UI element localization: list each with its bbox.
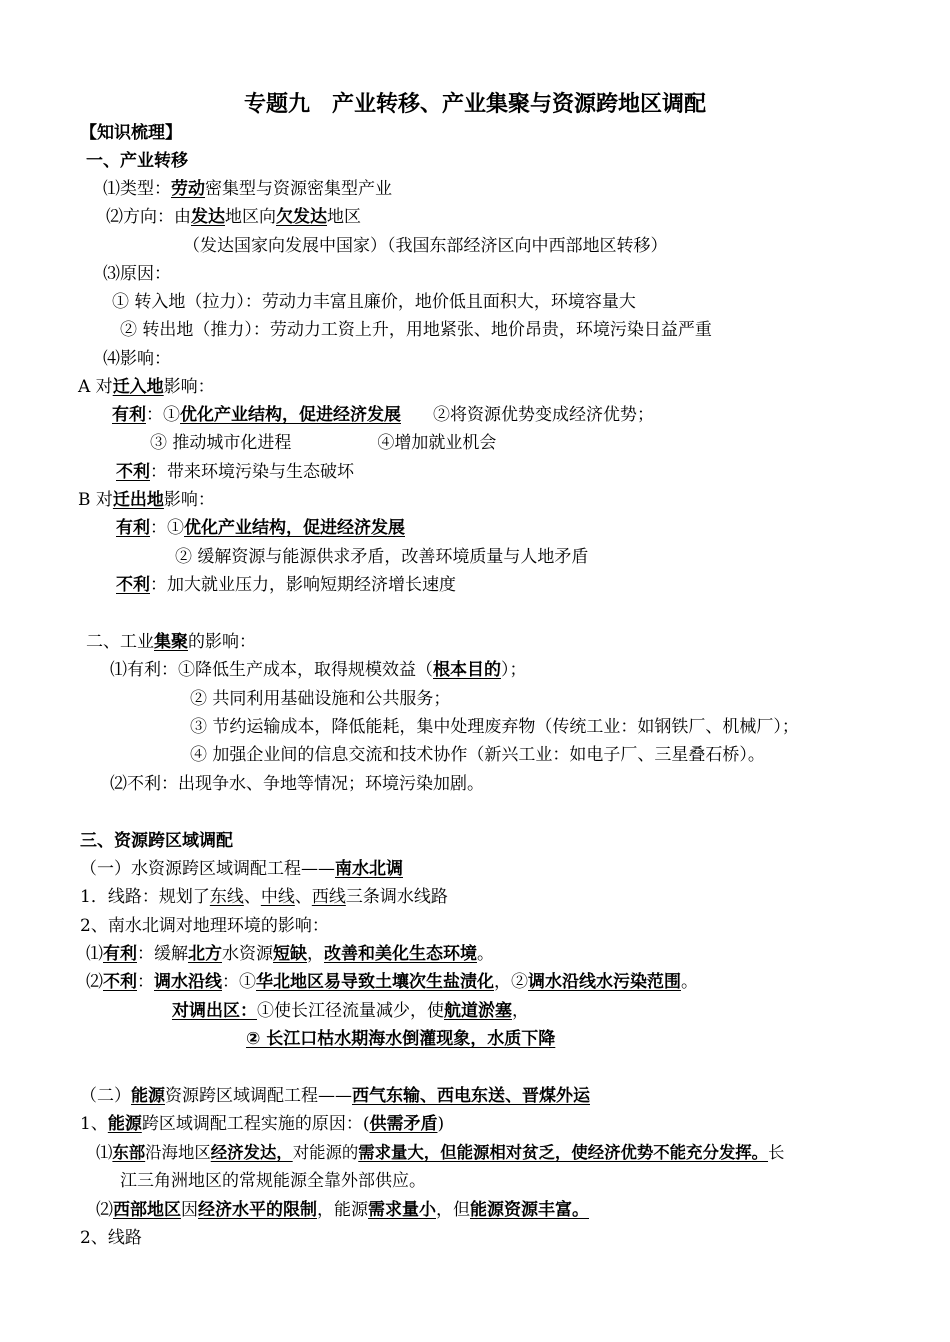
reason-label: ⑶原因： [103, 264, 171, 284]
low-demand-keyword: 需求量小 [368, 1200, 436, 1220]
impact-b-prefix: B 对 [78, 490, 113, 510]
text: 因 [181, 1200, 198, 1220]
route-west: 西线 [311, 887, 346, 907]
west-reason-line [96, 1199, 589, 1221]
section-2-prefix: 二、工业 [86, 632, 154, 652]
disadvantage-text: ：加大就业压力，影响短期经济增长速度 [150, 575, 456, 595]
dir-label: ⑵方向：由 [106, 207, 191, 227]
impact-a-line [78, 376, 215, 398]
north-keyword: 北方 [188, 944, 222, 964]
advantage-3: ③ 推动城市化进程 [150, 433, 292, 453]
advantage-label: 有利 [112, 405, 146, 425]
type-rest: 密集型与资源密集型产业 [205, 179, 392, 199]
text: ， [512, 1001, 529, 1021]
text: 资源跨区域调配工程—— [165, 1086, 352, 1106]
impact-b-advantage-2: ② 缓解资源与能源供求矛盾，改善环境质量与人地矛盾 [175, 547, 589, 567]
demand-keyword: 需求量大，但能源相对贫乏，使经济优势不能充分发挥。 [358, 1143, 769, 1162]
type-label: ⑴类型： [103, 179, 171, 199]
advantage-4: ④增加就业机会 [377, 433, 497, 453]
dir-keyword-1: 发达 [191, 207, 225, 227]
impact-a-keyword: 迁入地 [112, 377, 164, 397]
text: ，② [494, 972, 528, 992]
advantage-2: ②将资源优势变成经济优势； [433, 405, 654, 425]
energy-reason-heading [80, 1113, 444, 1135]
transfer-direction-line [106, 206, 361, 228]
num: 1、 [80, 1114, 108, 1134]
section-1-heading: 一、产业转移 [86, 151, 188, 171]
section-2-heading [86, 631, 256, 653]
text: 。 [477, 944, 494, 964]
water-advantage-line [86, 943, 494, 965]
text: 长 [768, 1143, 785, 1162]
text: ：① [222, 972, 256, 992]
section-2-suffix: 的影响： [188, 632, 256, 652]
energy-route-label: 2、线路 [80, 1228, 142, 1248]
text: （二） [80, 1086, 131, 1106]
text: 。 [681, 972, 698, 992]
impact-label: ⑷影响： [103, 349, 171, 369]
route-sep: 、 [243, 887, 261, 907]
developed-keyword: 经济发达， [210, 1143, 293, 1162]
advantage-label: 有利 [103, 944, 137, 964]
num: ⑴ [86, 944, 103, 964]
route-sep: 、 [294, 887, 312, 907]
east-reason-line-2: 江三角洲地区的常规能源全靠外部供应。 [120, 1171, 426, 1191]
route-middle: 中线 [260, 887, 295, 907]
along-route-label: 调水沿线 [154, 972, 222, 992]
disadvantage-label: 不利 [116, 575, 150, 595]
disadvantage-label: 不利 [116, 462, 150, 482]
energy-projects: 西气东输、西电东送、晋煤外运 [352, 1086, 590, 1106]
rich-resource-keyword: 能源资源丰富。 [470, 1200, 589, 1220]
advantage-marker: ：① [146, 405, 180, 425]
impact-a-advantage-line [112, 404, 654, 426]
agg-adv-keyword: 根本目的 [433, 660, 501, 680]
energy-transfer-heading [80, 1085, 590, 1107]
num: ⑵ [96, 1200, 113, 1220]
water-heading-text: （一）水资源跨区域调配工程—— [80, 859, 335, 879]
siltation-keyword: 航道淤塞 [444, 1001, 512, 1021]
text: 沿海地区 [145, 1143, 211, 1162]
num: ⑵ [86, 972, 103, 992]
direction-note: （发达国家向发展中国家）（我国东部经济区向中西部地区转移） [183, 236, 668, 256]
shortage-keyword: 短缺 [273, 944, 307, 964]
transfer-type-line [103, 178, 392, 200]
section-2-keyword: 集聚 [154, 632, 188, 652]
impact-b-advantage-line [116, 517, 405, 539]
impact-b-keyword: 迁出地 [112, 490, 164, 510]
type-keyword: 劳动 [171, 179, 205, 199]
source-area-line [172, 1000, 529, 1022]
num: ⑴ [96, 1143, 113, 1162]
advantage-label: 有利 [116, 518, 150, 538]
text: ， [307, 944, 324, 964]
ecology-keyword: 改善和美化生态环境 [324, 944, 477, 964]
route-line [80, 886, 448, 908]
impact-b-suffix: 影响： [163, 490, 215, 510]
reason-pull: ① 转入地（拉力）：劳动力丰富且廉价，地价低且面积大，环境容量大 [112, 292, 636, 312]
section-3-heading: 三、资源跨区域调配 [80, 831, 233, 851]
west-keyword: 西部地区 [113, 1200, 181, 1220]
text: ： [137, 972, 154, 992]
agg-adv-text: ⑴有利：①降低生产成本，取得规模效益（ [110, 660, 433, 680]
dir-mid: 地区向 [225, 207, 276, 227]
impact-b-disadvantage-line [116, 574, 456, 596]
route-suffix: 三条调水线路 [345, 887, 448, 907]
water-project-name: 南水北调 [335, 859, 403, 879]
text: ：缓解 [137, 944, 188, 964]
east-keyword: 东部 [112, 1143, 146, 1162]
salinization-keyword: 华北地区易导致土壤次生盐渍化 [256, 972, 494, 992]
agglomeration-advantage-1 [110, 659, 527, 681]
advantage-marker: ：① [150, 518, 184, 538]
water-disadvantage-line [86, 971, 698, 993]
disadvantage-label: 不利 [103, 972, 137, 992]
agg-adv-end: ）； [501, 660, 527, 680]
impact-a-disadvantage-line [116, 461, 354, 483]
route-east: 东线 [209, 887, 244, 907]
text: ，但 [436, 1200, 470, 1220]
advantage-1: 优化产业结构，促进经济发展 [184, 518, 405, 538]
agglomeration-advantage-3: ③ 节约运输成本，降低能耗，集中处理废弃物（传统工业：如钢铁厂、机械厂）； [190, 717, 799, 737]
impact-a-prefix: A 对 [78, 377, 113, 397]
energy-keyword: 能源 [107, 1114, 142, 1134]
text: ①使长江径流量减少，使 [257, 1001, 444, 1021]
advantage-1: 优化产业结构，促进经济发展 [180, 405, 401, 425]
agglomeration-advantage-2: ② 共同利用基础设施和公共服务； [190, 689, 451, 709]
impact-a-advantage-line-2 [150, 432, 496, 454]
text: ，能源 [317, 1200, 368, 1220]
agglomeration-disadvantage: ⑵不利：出现争水、争地等情况；环境污染加剧。 [110, 774, 484, 794]
water-transfer-heading [80, 858, 403, 880]
impact-a-suffix: 影响： [163, 377, 215, 397]
text: 水资源 [222, 944, 273, 964]
text: 跨区域调配工程实施的原因：( [141, 1114, 370, 1134]
page-title: 专题九 产业转移、产业集聚与资源跨地区调配 [243, 92, 706, 117]
text: 对能源的 [292, 1143, 359, 1162]
knowledge-heading: 【知识梳理】 [80, 123, 182, 143]
supply-demand-keyword: 供需矛盾 [369, 1114, 438, 1134]
dir-keyword-2: 欠发达 [276, 207, 327, 227]
pollution-keyword: 调水沿线水污染范围 [528, 972, 681, 992]
text: ) [437, 1114, 445, 1134]
route-prefix: 1．线路：规划了 [80, 887, 210, 907]
economy-limit-keyword: 经济水平的限制 [198, 1200, 317, 1220]
east-reason-line [96, 1142, 784, 1164]
seawater-intrusion: ② 长江口枯水期海水倒灌现象，水质下降 [246, 1029, 556, 1049]
water-impact-heading: 2、南水北调对地理环境的影响： [80, 916, 329, 936]
agglomeration-advantage-4: ④ 加强企业间的信息交流和技术协作（新兴工业：如电子厂、三星叠石桥）。 [190, 745, 765, 765]
dir-end: 地区 [327, 207, 361, 227]
source-area-label: 对调出区： [172, 1001, 257, 1021]
impact-b-line [78, 489, 215, 511]
energy-keyword: 能源 [131, 1086, 165, 1106]
reason-push: ② 转出地（推力）：劳动力工资上升，用地紧张、地价昂贵，环境污染日益严重 [120, 320, 712, 340]
disadvantage-text: ：带来环境污染与生态破坏 [150, 462, 354, 482]
